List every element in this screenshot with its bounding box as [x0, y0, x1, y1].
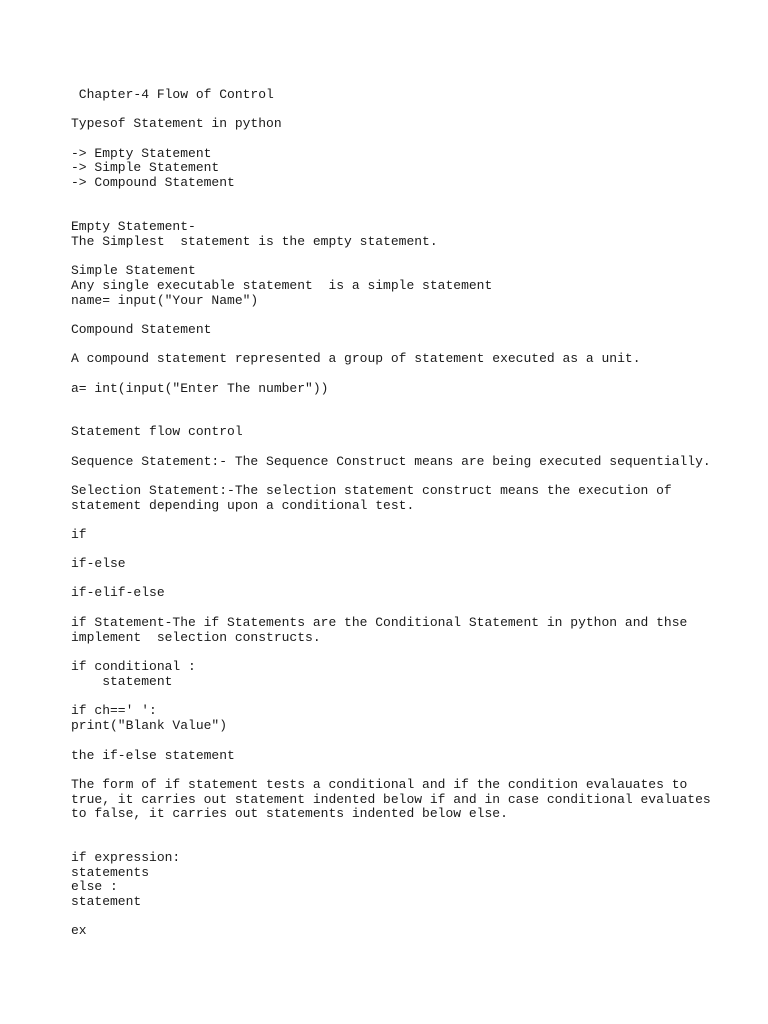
paragraph-line: to false, it carries out statements indented below else.: [71, 806, 508, 821]
code-line: statement: [71, 674, 173, 689]
paragraph-line: A compound statement represented a group of statement executed as a unit.: [71, 351, 641, 366]
paragraph-line: true, it carries out statement indented below if and in case conditional evaluates: [71, 792, 711, 807]
paragraph-line: ex: [71, 923, 87, 938]
chapter-title: Chapter-4 Flow of Control: [71, 87, 274, 102]
section-heading: Typesof Statement in python: [71, 116, 282, 131]
code-line: if conditional :: [71, 659, 196, 674]
paragraph-line: implement selection constructs.: [71, 630, 321, 645]
list-item: -> Empty Statement: [71, 146, 212, 161]
list-item: -> Compound Statement: [71, 175, 235, 190]
list-item: if-else: [71, 556, 126, 571]
code-line: print("Blank Value"): [71, 718, 228, 733]
code-line: if expression:: [71, 850, 181, 865]
list-item: if-elif-else: [71, 585, 165, 600]
paragraph-line: Sequence Statement:- The Sequence Construct means are being executed sequentially.: [71, 454, 711, 469]
code-line: else :: [71, 879, 118, 894]
section-heading: Simple Statement: [71, 263, 196, 278]
paragraph-line: Selection Statement:-The selection statement construct means the execution of: [71, 483, 672, 498]
code-line: name= input("Your Name"): [71, 293, 259, 308]
section-heading: Compound Statement: [71, 322, 212, 337]
code-line: statement: [71, 894, 142, 909]
paragraph-line: Any single executable statement is a simple statement: [71, 278, 493, 293]
paragraph-line: The form of if statement tests a conditional and if the condition evalauates to: [71, 777, 688, 792]
paragraph-line: if Statement-The if Statements are the Conditional Statement in python and thse: [71, 615, 688, 630]
code-line: if ch==' ':: [71, 703, 157, 718]
code-line: statements: [71, 865, 150, 880]
list-item: -> Simple Statement: [71, 160, 220, 175]
list-item: if: [71, 527, 87, 542]
section-heading: Empty Statement-: [71, 219, 196, 234]
section-heading: the if-else statement: [71, 748, 235, 763]
paragraph-line: statement depending upon a conditional test.: [71, 498, 415, 513]
paragraph-line: The Simplest statement is the empty statement.: [71, 234, 438, 249]
code-line: a= int(input("Enter The number")): [71, 381, 329, 396]
section-heading: Statement flow control: [71, 424, 243, 439]
